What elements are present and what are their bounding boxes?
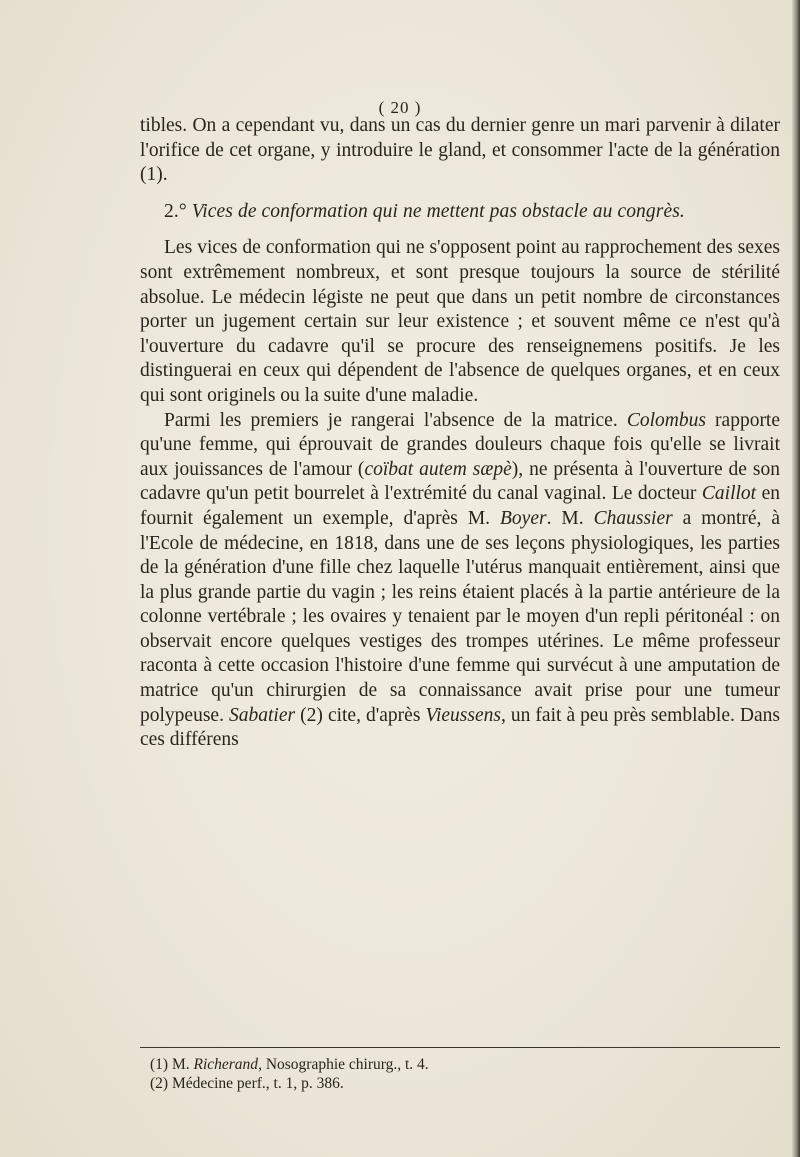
footnotes <box>150 1055 770 1093</box>
name-vieussens: Vieussens <box>425 704 501 726</box>
footnote-1: (1) M. Richerand, Nosographie chirurg., t. 4. <box>150 1056 429 1073</box>
footnote-separator <box>140 1047 780 1048</box>
name-caillot: Caillot <box>701 483 757 505</box>
name-chaussier: Chaussier <box>593 507 673 529</box>
paragraph-absence-matrice: Parmi les premiers je rangerai l'absence de la matrice. Colombus rapporte qu'une femme, qui éprouvait de grandes douleurs chaque fois qu'elle se livrait aux jouissances de l'amour (coïbat autem sæpè), ne présenta à l'ouverture de son cadavre qu'un petit bourrelet à l'extrémité du canal vaginal. Le docteur Caillot en fournit également un exemple, d'après M. Boyer. M. Chaussier a montré, à l'Ecole de médecine, en 1818, dans une de ses leçons physiologiques, les parties de la génération d'une fille chez laquelle l'utérus manquait entièrement, ainsi que la plus grande partie du vagin ; les reins étaient placés à la partie antérieure de la colonne vertébrale ; les ovaires y tenaient par le moyen d'un repli péritonéal : on observait encore quelques vestiges des trompes utérines. Le même professeur raconta à cette occasion l'histoire d'une femme qui survécut à une amputation de matrice qu'un chirurgien de sa connaissance avait prise pour une tumeur polypeuse. Sabatier (2) cite, d'après Vieussens, un fait à peu près semblable. Dans ces différens <box>140 409 781 751</box>
section-number: 2.° <box>164 200 187 222</box>
latin-quote: coïbat autem sæpè <box>364 458 512 480</box>
paragraph-vices: Les vices de conformation qui ne s'opposent point au rapprochement des sexes sont extrêmement nombreux, et sont presque toujours la source de stérilité absolue. Le médecin légiste ne peut que dans un petit nombre de circonstances porter un jugement certain sur leur existence ; et souvent même ce n'est qu'à l'ouverture du cadavre qu'il se procure des renseignemens positifs. Je les distinguerai en ceux qui dépendent de l'absence de quelques organes, et en ceux qui sont originels ou la suite d'une maladie. <box>140 237 780 406</box>
page-edge-shadow <box>792 0 800 1157</box>
page-number: ( 20 ) <box>378 98 422 117</box>
name-colombus: Colombus <box>626 409 706 431</box>
name-boyer: Boyer <box>500 507 547 529</box>
name-sabatier: Sabatier <box>229 704 296 726</box>
footnote-2: (2) Médecine perf., t. 1, p. 386. <box>150 1075 344 1092</box>
paragraph-continuation: tibles. On a cependant vu, dans un cas du dernier genre un mari parvenir à dilater l'orifice de cet organe, y introduire le gland, et consommer l'acte de la génération (1). <box>140 115 780 186</box>
section-title: Vices de conformation qui ne mettent pas obstacle au congrès. <box>191 200 685 222</box>
body-text <box>140 114 780 753</box>
section-heading <box>140 200 780 225</box>
